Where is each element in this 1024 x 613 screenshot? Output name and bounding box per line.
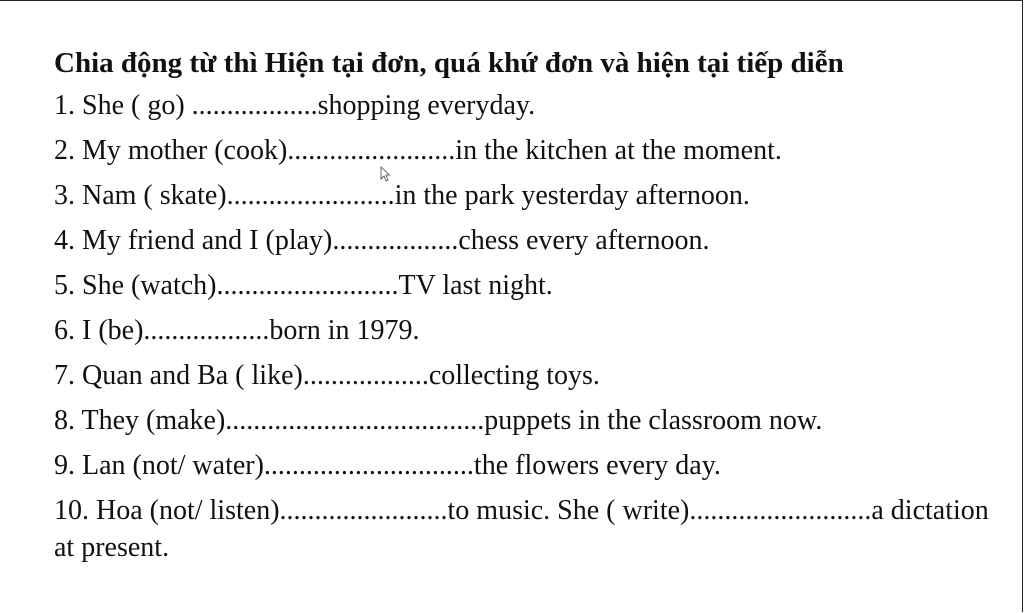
- worksheet-title: Chia động từ thì Hiện tại đơn, quá khứ đơn và hiện tại tiếp diễn: [54, 47, 844, 79]
- exercise-item-6: 6. I (be)..................born in 1979.: [54, 315, 420, 346]
- mouse-pointer-icon: [380, 166, 390, 182]
- exercise-item-1: 1. She ( go) ..................shopping everyday.: [54, 90, 536, 121]
- exercise-item-8: 8. They (make).....................................puppets in the classroom now.: [54, 405, 823, 436]
- worksheet: [54, 43, 1014, 566]
- exercise-item-5: 5. She (watch)..........................TV last night.: [54, 270, 553, 301]
- exercise-item-4: 4. My friend and I (play)..................chess every afternoon.: [54, 225, 710, 256]
- exercise-item-2: 2. My mother (cook)........................in the kitchen at the moment.: [54, 135, 782, 166]
- exercise-item-10: 10. Hoa (not/ listen)........................to music. She ( write)..........................a dictation at present.: [54, 495, 989, 563]
- exercise-item-7: 7. Quan and Ba ( like)..................collecting toys.: [54, 360, 600, 391]
- exercise-item-9: 9. Lan (not/ water)..............................the flowers every day.: [54, 450, 721, 481]
- exercise-item-3: 3. Nam ( skate)........................in the park yesterday afternoon.: [54, 180, 750, 211]
- exercise-list: [54, 83, 1014, 566]
